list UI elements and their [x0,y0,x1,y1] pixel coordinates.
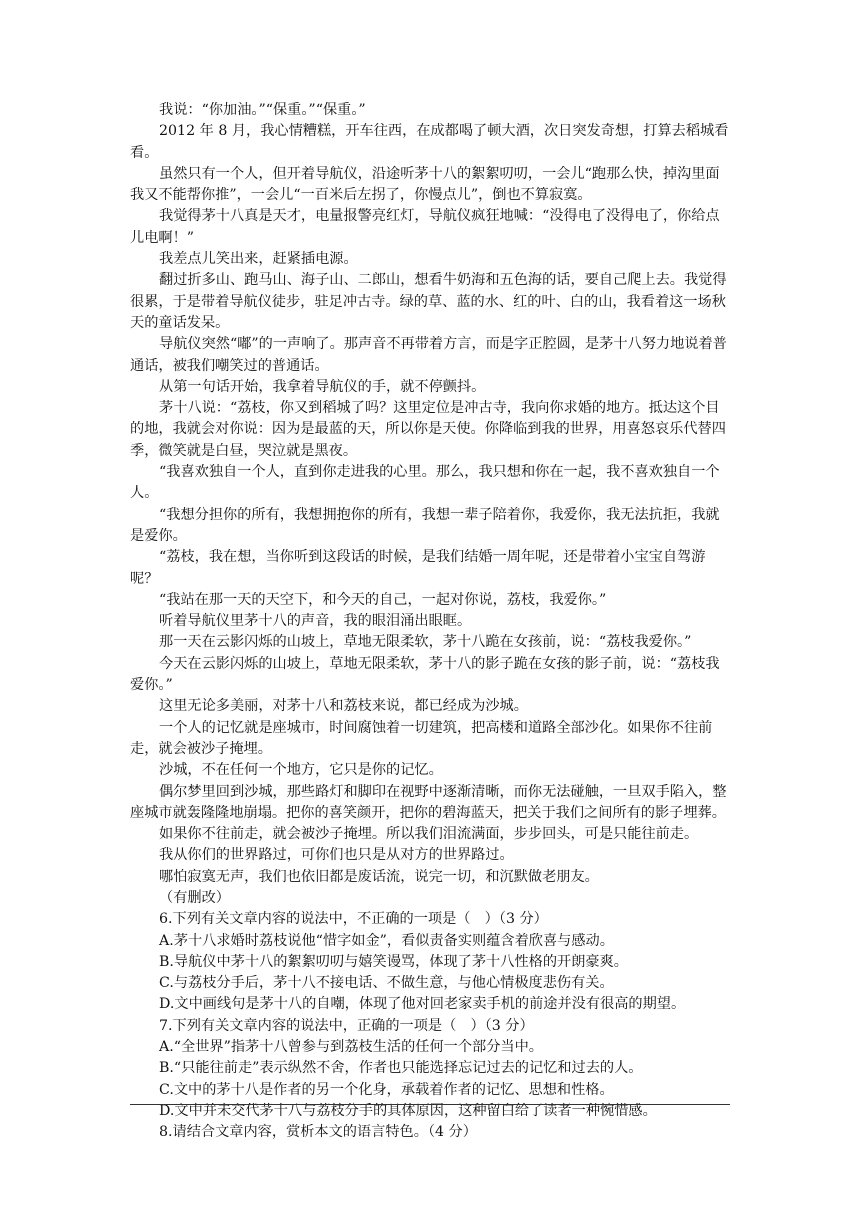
paragraph: 那一天在云影闪烁的山坡上，草地无限柔软，茅十八跪在女孩前，说：“荔枝我爱你。” [159,634,692,651]
question-7-option-d: D.文中并未交代茅十八与荔枝分手的具体原因，这种留白给了读者一种惋惜感。 [159,1102,657,1119]
question-7-option-a: A.“全世界”指茅十八曾参与到荔枝生活的任何一个部分当中。 [159,1039,543,1056]
paragraph: 从第一句话开始，我拿着导航仪的手，就不停颤抖。 [159,378,486,395]
paragraph: 这里无论多美丽，对茅十八和荔枝来说，都已经成为沙城。 [159,698,528,715]
paragraph: 我差点儿笑出来，赶紧插电源。 [159,251,358,268]
paragraph: “我喜欢独自一个人，直到你走进我的心里。那么，我只想和你在一起，我不喜欢独自一个人。 [130,464,720,502]
paragraph: 我觉得茅十八真是天才，电量报警亮红灯，导航仪疯狂地喊：“没得电了没得电了，你给点儿电啊！” [130,208,720,246]
paragraph: 2012 年 8 月，我心情糟糕，开车往西，在成都喝了顿大酒，次日突发奇想，打算去稻城看看。 [130,123,729,161]
paragraph: 哪怕寂寞无声，我们也依旧都是废话流，说完一切，和沉默做老朋友。 [159,868,599,885]
paragraph: 茅十八说：“荔枝，你又到稻城了吗？这里定位是冲古寺，我向你求婚的地方。抵达这个目的地，我就会对你说：因为是最蓝的天，所以你是天使。你降临到我的世界，用喜怒哀乐代替四季，微笑就是白昼，哭泣就是黑夜。 [130,400,726,459]
paragraph: 虽然只有一个人，但开着导航仪，沿途听茅十八的絮絮叨叨，一会儿“跑那么快，掉沟里面我又不能帮你推”，一会儿“一百米后左拐了，你慢点儿”，倒也不算寂寞。 [130,165,720,204]
paragraph: 我说：“你加油。”“保重。”“保重。” [159,102,366,118]
paragraph: 今天在云影闪烁的山坡上，草地无限柔软，茅十八的影子跪在女孩的影子前，说：“荔枝我爱你。” [130,655,720,694]
question-6-option-a: A.茅十八求婚时荔枝说他“惜字如金”，看似责备实则蕴含着欣喜与感动。 [159,932,614,949]
question-7-option-c: C.文中的茅十八是作者的另一个化身，承载着作者的记忆、思想和性格。 [159,1081,614,1098]
paragraph: 导航仪突然“嘟”的一声响了。那声音不再带着方言，而是字正腔圆，是茅十八努力地说着普通话，被我们嘲笑过的普通话。 [130,336,727,374]
question-8: 8.请结合文章内容，赏析本文的语言特色。（4 分） [159,1124,477,1141]
paragraph: “我站在那一天的天空下，和今天的自己，一起对你说，荔枝，我爱你。” [159,591,607,608]
paragraph: “荔枝，我在想，当你听到这段话的时候，是我们结婚一周年呢，还是带着小宝宝自驾游呢？ [130,549,706,587]
source-note: （有删改） [159,889,230,906]
question-6-option-d: D.文中画线句是茅十八的自嘲，体现了他对回老家卖手机的前途并没有很高的期望。 [159,996,686,1013]
paragraph: 如果你不往前走，就会被沙子掩埋。所以我们泪流满面，步步回头，可是只能往前走。 [159,826,699,843]
question-7: 7.下列有关文章内容的说法中，正确的一项是（ ）（3 分） [159,1017,534,1034]
bottom-divider [130,1104,730,1105]
paragraph: 听着导航仪里茅十八的声音，我的眼泪涌出眼眶。 [159,613,472,630]
paragraph: 我从你们的世界路过，可你们也只是从对方的世界路过。 [159,847,514,864]
paragraph: 翻过折多山、跑马山、海子山、二郎山，想看牛奶海和五色海的话，要自己爬上去。我觉得很累，于是带着导航仪徒步，驻足冲古寺。绿的草、蓝的水、红的叶、白的山，我看着这一场秋天的童话发呆。 [130,272,727,331]
paragraph: 沙城，不在任何一个地方，它只是你的记忆。 [159,762,443,779]
question-6-option-b: B.导航仪中茅十八的絮絮叨叨与嬉笑谩骂，体现了茅十八性格的开朗豪爽。 [159,953,628,970]
paragraph: 一个人的记忆就是座城市，时间腐蚀着一切建筑，把高楼和道路全部沙化。如果你不往前走，就会被沙子掩埋。 [130,719,713,757]
paragraph: 偶尔梦里回到沙城，那些路灯和脚印在视野中逐渐清晰，而你无法碰触，一旦双手陷入，整座城市就轰隆隆地崩塌。把你的喜笑颜开，把你的碧海蓝天，把关于我们之间所有的影子埋葬。 [130,783,727,821]
article-body [130,100,730,1144]
question-6: 6.下列有关文章内容的说法中，不正确的一项是（ ）（3 分） [159,911,548,928]
paragraph: “我想分担你的所有，我想拥抱你的所有，我想一辈子陪着你，我爱你，我无法抗拒，我就是爱你。 [130,506,720,544]
question-7-option-b: B.“只能往前走”表示纵然不舍，作者也只能选择忘记过去的记忆和过去的人。 [159,1060,643,1077]
question-6-option-c: C.与荔枝分手后，茅十八不接电话、不做生意，与他心情极度悲伤有关。 [159,975,614,992]
